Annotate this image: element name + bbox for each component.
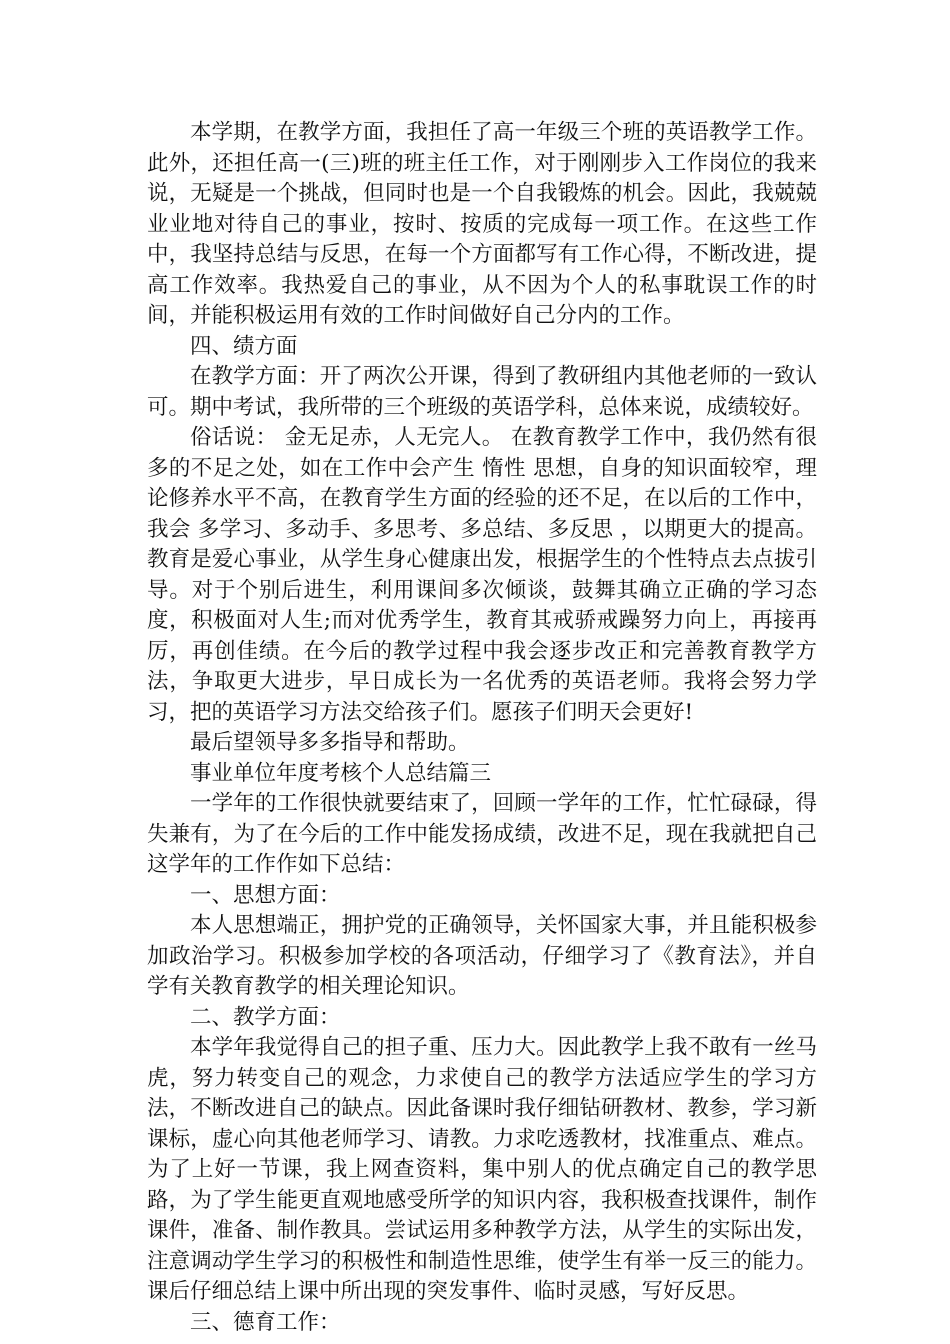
paragraph-open-classes: 在教学方面：开了两次公开课，得到了教研组内其他老师的一致认可。期中考试，我所带的三个班级的英语学科，总体来说，成绩较好。 bbox=[147, 364, 817, 420]
paragraph-year-review: 一学年的工作很快就要结束了，回顾一学年的工作，忙忙碌碌，得失兼有，为了在今后的工作中能发扬成绩，改进不足，现在我就把自己这学年的工作作如下总结： bbox=[147, 791, 817, 877]
paragraph-closing: 最后望领导多多指导和帮助。 bbox=[190, 730, 470, 755]
section-heading-teaching: 二、教学方面： bbox=[190, 1004, 341, 1030]
article-title-part-three: 事业单位年度考核个人总结篇三 bbox=[190, 760, 492, 786]
document-page bbox=[147, 118, 817, 1338]
paragraph-shortcomings: 俗话说： 金无足赤，人无完人。 在教育教学工作中，我仍然有很多的不足之处，如在工作中会产生 惰性 思想，自身的知识面较窄，理论修养水平不高，在教育学生方面的经验的还不足，在以后的工作中，我会 多学习、多动手、多思考、多总结、多反思 ，以期更大的提高。教育是爱心事业，从学生身心健康出发，根据学生的个性特点去点拔引导。对于个别后进生，利用课间多次倾谈，鼓舞其确立正确的学习态度，积极面对人生;而对优秀学生，教育其戒骄戒躁努力向上，再接再厉，再创佳绩。在今后的教学过程中我会逐步改正和完善教育教学方法，争取更大进步，早日成长为一名优秀的英语老师。我将会努力学习，把的英语学习方法交给孩子们。愿孩子们明天会更好! bbox=[147, 425, 817, 725]
section-heading-moral-education: 三、德育工作： bbox=[190, 1309, 341, 1335]
paragraph-teaching-duties: 本学期，在教学方面，我担任了高一年级三个班的英语教学工作。此外，还担任高一(三)班的班主任工作，对于刚刚步入工作岗位的我来说，无疑是一个挑战，但同时也是一个自我锻炼的机会。因此，我兢兢业业地对待自己的事业，按时、按质的完成每一项工作。在这些工作中，我坚持总结与反思，在每一个方面都写有工作心得，不断改进，提高工作效率。我热爱自己的事业，从不因为个人的私事耽误工作的时间，并能积极运用有效的工作时间做好自己分内的工作。 bbox=[147, 120, 817, 328]
paragraph-ideology: 本人思想端正，拥护党的正确领导，关怀国家大事，并且能积极参加政治学习。积极参加学校的各项活动，仔细学习了《教育法》，并自学有关教育教学的相关理论知识。 bbox=[147, 913, 817, 999]
paragraph-teaching: 本学年我觉得自己的担子重、压力大。因此教学上我不敢有一丝马虎，努力转变自己的观念，力求使自己的教学方法适应学生的学习方法，不断改进自己的缺点。因此备课时我仔细钻研教材、教参，学习新课标，虚心向其他老师学习、请教。力求吃透教材，找准重点、难点。为了上好一节课，我上网查资料，集中别人的优点确定自己的教学思路，为了学生能更直观地感受所学的知识内容，我积极查找课件，制作课件，准备、制作教具。尝试运用多种教学方法，从学生的实际出发，注意调动学生学习的积极性和制造性思维，使学生有举一反三的能力。课后仔细总结上课中所出现的突发事件、临时灵感，写好反思。 bbox=[147, 1035, 817, 1304]
section-heading-achievements: 四、绩方面 bbox=[190, 333, 298, 359]
section-heading-ideology: 一、思想方面： bbox=[190, 882, 341, 908]
